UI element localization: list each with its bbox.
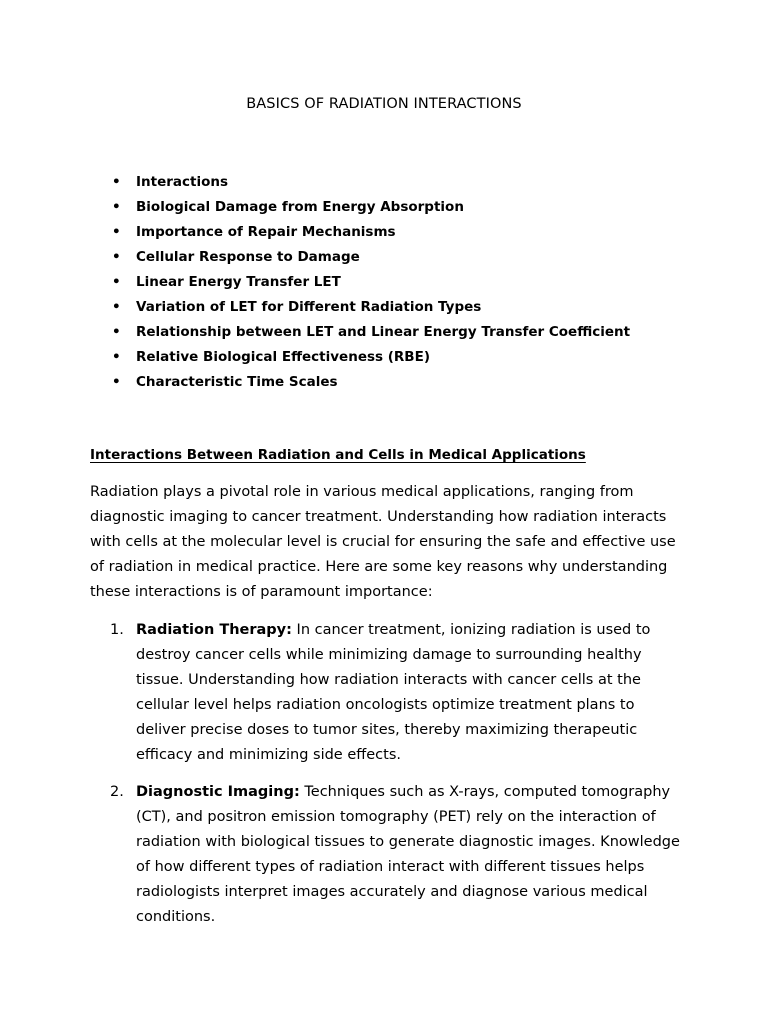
page-title: BASICS OF RADIATION INTERACTIONS	[246, 96, 522, 112]
list-item	[112, 295, 630, 320]
list-item	[112, 195, 630, 220]
bullet-icon: •	[112, 274, 121, 290]
topic-label: Characteristic Time Scales	[136, 374, 338, 390]
list-item	[112, 170, 630, 195]
bullet-icon: •	[112, 174, 121, 190]
topic-label: Variation of LET for Different Radiation Types	[136, 299, 482, 315]
list-item	[112, 270, 630, 295]
list-item	[112, 345, 630, 370]
reason-term: Radiation Therapy:	[136, 622, 292, 638]
reason-text: Techniques such as X-rays, computed tomography (CT), and positron emission tomography (PET) rely on the interaction of radiation with biological tissues to generate diagnostic images. Knowledge of how different types of radiation interact with different tissues helps radiologists interpret images accurately and diagnose various medical conditions.	[136, 784, 680, 925]
reason-term: Diagnostic Imaging:	[136, 784, 300, 800]
bullet-icon: •	[112, 224, 121, 240]
section-heading: Interactions Between Radiation and Cells in Medical Applications	[90, 447, 586, 463]
bullet-icon: •	[112, 249, 121, 265]
list-number: 1.	[110, 622, 124, 638]
topic-label: Interactions	[136, 174, 229, 190]
list-item	[112, 245, 630, 270]
bullet-icon: •	[112, 324, 121, 340]
topic-label: Cellular Response to Damage	[136, 249, 360, 265]
topic-label: Biological Damage from Energy Absorption	[136, 199, 464, 215]
topic-label: Importance of Repair Mechanisms	[136, 224, 396, 240]
topic-label: Relative Biological Effectiveness (RBE)	[136, 349, 430, 365]
list-item	[112, 220, 630, 245]
list-item	[112, 370, 630, 395]
topic-list	[112, 170, 630, 395]
reason-text: In cancer treatment, ionizing radiation is used to destroy cancer cells while minimizing damage to surrounding healthy tissue. Understanding how radiation interacts with cancer cells at the cellular level helps radiation oncologists optimize treatment plans to deliver precise doses to tumor sites, thereby maximizing therapeutic efficacy and minimizing side effects.	[136, 622, 651, 763]
list-number: 2.	[110, 784, 124, 800]
intro-paragraph: Radiation plays a pivotal role in various medical applications, ranging from diagnostic imaging to cancer treatment. Understanding how radiation interacts with cells at the molecular level is crucial for ensuring the safe and effective use of radiation in medical practice. Here are some key reasons why understanding these interactions is of paramount importance:	[90, 484, 676, 600]
bullet-icon: •	[112, 199, 121, 215]
list-item	[90, 780, 680, 930]
topic-label: Linear Energy Transfer LET	[136, 274, 341, 290]
bullet-icon: •	[112, 374, 121, 390]
topic-label: Relationship between LET and Linear Energy Transfer Coefficient	[136, 324, 631, 340]
list-item	[90, 618, 680, 768]
bullet-icon: •	[112, 349, 121, 365]
list-item	[112, 320, 630, 345]
bullet-icon: •	[112, 299, 121, 315]
reasons-list	[90, 618, 680, 942]
